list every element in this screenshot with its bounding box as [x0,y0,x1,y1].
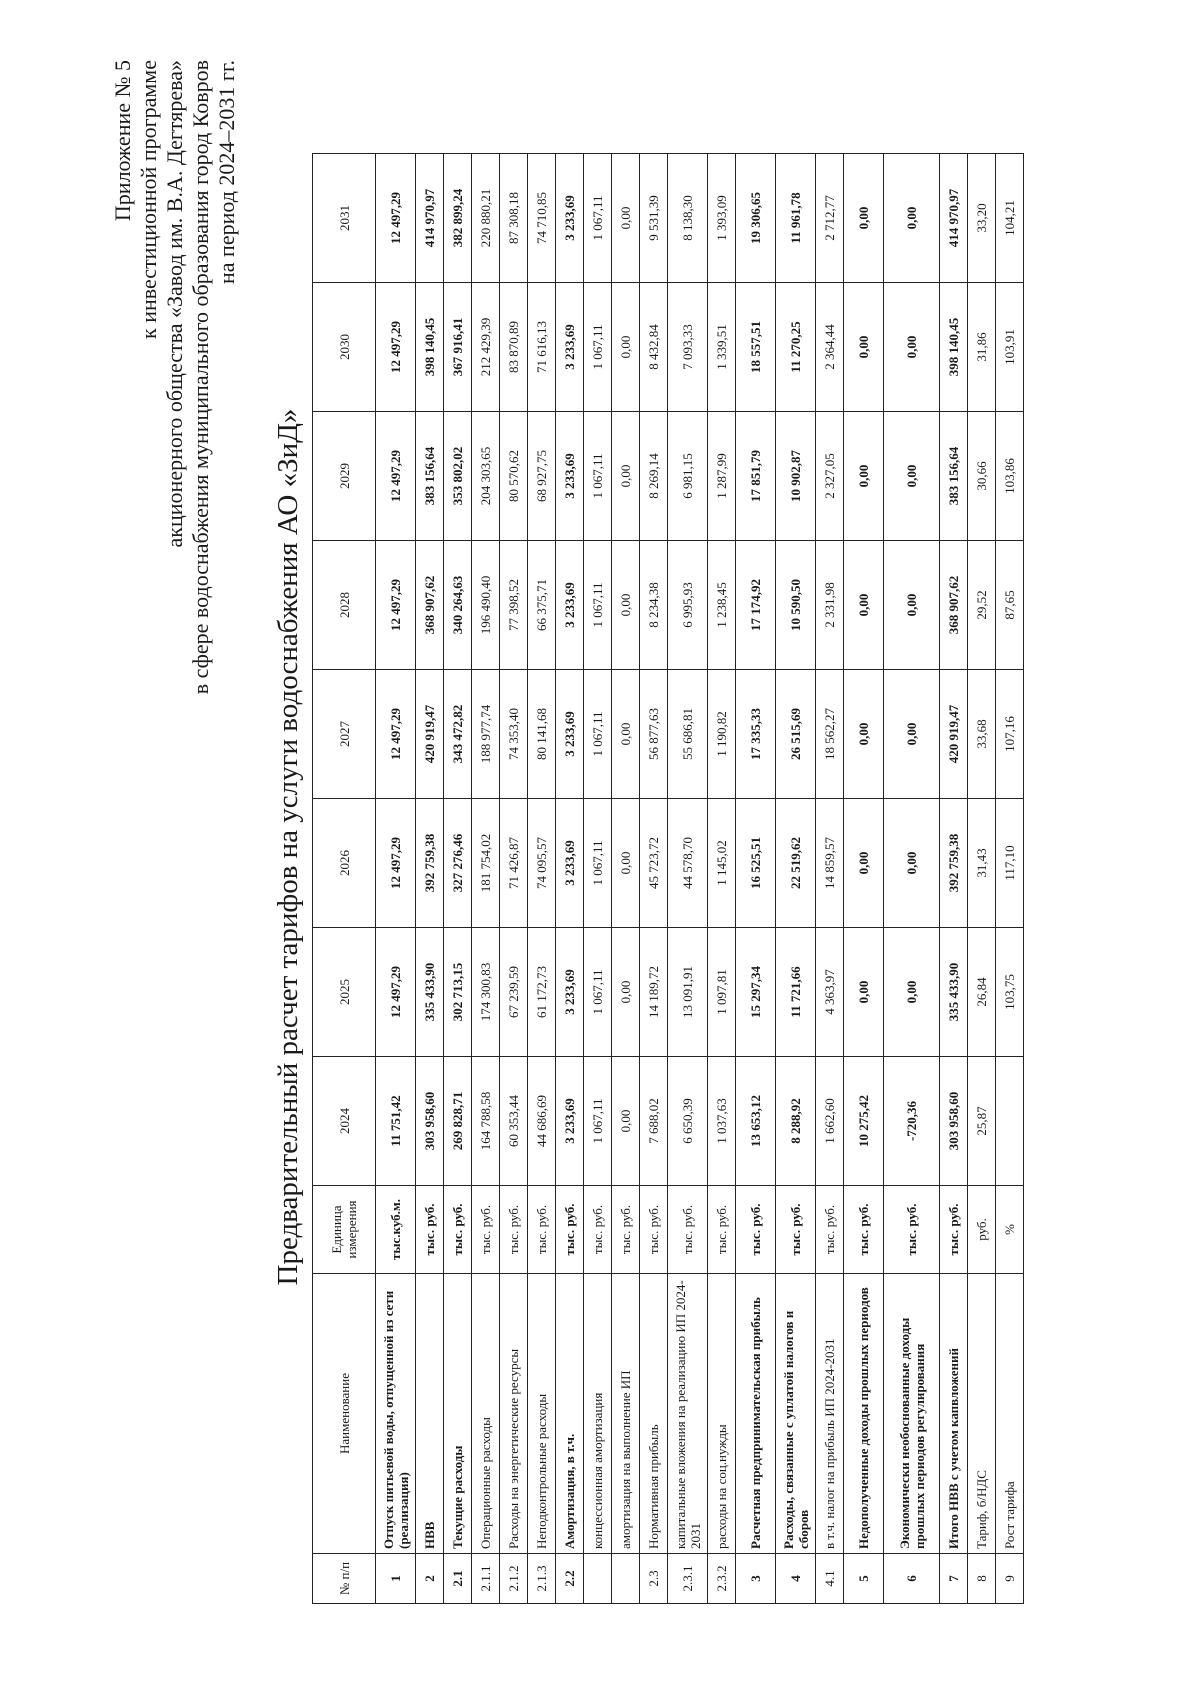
row-value: 104,21 [996,154,1024,283]
row-unit: тыс. руб. [528,1186,556,1274]
row-value: 14 859,57 [816,799,844,928]
row-value: 343 472,82 [444,670,472,799]
row-name: НВВ [416,1274,444,1554]
row-number: 9 [996,1554,1024,1604]
row-value: 269 828,71 [444,1057,472,1186]
row-value: 74 095,57 [528,799,556,928]
table-row [736,154,776,1604]
row-value: 420 919,47 [416,670,444,799]
row-value: 12 497,29 [376,928,416,1057]
row-number: 2.1.2 [500,1554,528,1604]
row-value: 1 145,02 [708,799,736,928]
row-value: 11 721,66 [776,928,816,1057]
header-line-5: на период 2024–2031 гг. [214,60,239,284]
row-unit: тыс. руб. [708,1186,736,1274]
row-number: 4 [776,1554,816,1604]
row-value: 0,00 [884,154,940,283]
row-value: 6 981,15 [668,412,708,541]
row-value: 392 759,38 [940,799,968,928]
row-value: 383 156,64 [940,412,968,541]
row-value: 6 650,39 [668,1057,708,1186]
table-body [376,154,1024,1604]
row-unit: тыс. руб. [640,1186,668,1274]
row-value: 33,68 [968,670,996,799]
row-value: 71 616,13 [528,283,556,412]
row-value: 0,00 [612,541,640,670]
table-row [376,154,416,1604]
row-value: 67 239,59 [500,928,528,1057]
row-value: 8 138,30 [668,154,708,283]
row-unit: тыс. руб. [884,1186,940,1274]
row-value: 1 067,11 [584,799,612,928]
row-value: 13 653,12 [736,1057,776,1186]
row-unit: % [996,1186,1024,1274]
row-value: 196 490,40 [472,541,500,670]
row-name: расходы на соц.нужды [708,1274,736,1554]
row-value: 2 364,44 [816,283,844,412]
row-value: 17 335,33 [736,670,776,799]
row-value: 11 751,42 [376,1057,416,1186]
row-value: 0,00 [612,154,640,283]
row-value: 6 995,93 [668,541,708,670]
row-number: 2.3 [640,1554,668,1604]
row-value: 335 433,90 [940,928,968,1057]
row-value: 1 190,82 [708,670,736,799]
row-value: 8 234,38 [640,541,668,670]
row-value: 12 497,29 [376,412,416,541]
row-unit: тыс. руб. [668,1186,708,1274]
row-value: 45 723,72 [640,799,668,928]
row-value: 33,20 [968,154,996,283]
row-value: 12 497,29 [376,799,416,928]
table-row [668,154,708,1604]
row-value: 87 308,18 [500,154,528,283]
row-value: 340 264,63 [444,541,472,670]
row-number: 2.3.1 [668,1554,708,1604]
row-value: 29,52 [968,541,996,670]
row-value: 2 327,05 [816,412,844,541]
row-name: Расходы на энергетические ресурсы [500,1274,528,1554]
header-line-2: к инвестиционной программе [136,60,161,339]
row-value: 68 927,75 [528,412,556,541]
row-value: 392 759,38 [416,799,444,928]
row-value: 14 189,72 [640,928,668,1057]
row-value: 2 331,98 [816,541,844,670]
header-line-3: акционерного общества «Завод им. В.А. Дегтярева» [162,60,187,548]
row-value: 3 233,69 [556,799,584,928]
row-value: 55 686,81 [668,670,708,799]
row-value: 22 519,62 [776,799,816,928]
row-value: 3 233,69 [556,283,584,412]
row-value: 0,00 [844,283,884,412]
row-value: 1 067,11 [584,154,612,283]
row-name: Итого НВВ с учетом капвложений [940,1274,968,1554]
row-value: 220 880,21 [472,154,500,283]
row-number: 2.1.3 [528,1554,556,1604]
row-value: 18 557,51 [736,283,776,412]
row-name: Экономически необоснованные доходы прошлых периодов регулирования [884,1274,940,1554]
row-value: 0,00 [884,670,940,799]
row-value: 0,00 [844,412,884,541]
header-year-2026: 2026 [313,799,376,928]
row-value: 0,00 [612,928,640,1057]
row-value: 3 233,69 [556,541,584,670]
row-value: 0,00 [612,283,640,412]
row-value: 0,00 [612,670,640,799]
row-value: 13 091,91 [668,928,708,1057]
row-value: 66 375,71 [528,541,556,670]
row-value: 212 429,39 [472,283,500,412]
row-value: 164 788,58 [472,1057,500,1186]
row-name: концессионная амортизация [584,1274,612,1554]
table-row [472,154,500,1604]
row-unit: тыс. руб. [472,1186,500,1274]
row-value: 0,00 [612,412,640,541]
row-value: 87,65 [996,541,1024,670]
row-unit: тыс. руб. [844,1186,884,1274]
row-value: 60 353,44 [500,1057,528,1186]
row-value: 11 961,78 [776,154,816,283]
row-value: 1 662,60 [816,1057,844,1186]
row-value: 367 916,41 [444,283,472,412]
row-number [584,1554,612,1604]
row-unit: руб. [968,1186,996,1274]
header-year-2025: 2025 [313,928,376,1057]
row-value: 3 233,69 [556,1057,584,1186]
row-unit: тыс. руб. [584,1186,612,1274]
row-number: 2.1 [444,1554,472,1604]
row-unit: тыс. руб. [940,1186,968,1274]
table-row [968,154,996,1604]
row-value: 77 398,52 [500,541,528,670]
row-value: 0,00 [884,412,940,541]
row-value: 0,00 [884,541,940,670]
row-unit: тыс.куб.м. [376,1186,416,1274]
row-value: 103,86 [996,412,1024,541]
table-header-row [313,154,376,1604]
row-value: 18 562,27 [816,670,844,799]
row-value: 15 297,34 [736,928,776,1057]
row-value: 11 270,25 [776,283,816,412]
header-year-2029: 2029 [313,412,376,541]
document-title: Предварительный расчет тарифов на услуги водоснабжения АО «ЗиД» [272,408,304,1286]
row-name: Амортизация, в т.ч. [556,1274,584,1554]
row-value: 0,00 [844,541,884,670]
row-value: 174 300,83 [472,928,500,1057]
row-unit: тыс. руб. [776,1186,816,1274]
row-value: 1 067,11 [584,541,612,670]
row-number: 8 [968,1554,996,1604]
row-value [996,1057,1024,1186]
row-value: 4 363,97 [816,928,844,1057]
row-value: 0,00 [844,670,884,799]
row-value: 10 275,42 [844,1057,884,1186]
table-row [884,154,940,1604]
table-row [844,154,884,1604]
row-name: Отпуск питьевой воды, отпущенной из сети (реализация) [376,1274,416,1554]
row-value: 398 140,45 [940,283,968,412]
row-value: 56 877,63 [640,670,668,799]
row-unit: тыс. руб. [500,1186,528,1274]
row-value: 7 093,33 [668,283,708,412]
row-number: 3 [736,1554,776,1604]
row-name: капитальные вложения на реализацию ИП 2024-2031 [668,1274,708,1554]
row-value: 17 851,79 [736,412,776,541]
row-value: 8 432,84 [640,283,668,412]
row-value: 0,00 [884,283,940,412]
row-number: 2.3.2 [708,1554,736,1604]
row-value: 1 037,63 [708,1057,736,1186]
row-name: Нормативная прибыль [640,1274,668,1554]
row-number: 2.2 [556,1554,584,1604]
row-value: 3 233,69 [556,154,584,283]
header-unit: Единица измерения [313,1186,376,1274]
row-value: 7 688,02 [640,1057,668,1186]
row-name: Неподконтрольные расходы [528,1274,556,1554]
row-number: 6 [884,1554,940,1604]
row-value: 12 497,29 [376,670,416,799]
row-value: 80 141,68 [528,670,556,799]
row-value: 61 172,73 [528,928,556,1057]
row-number: 5 [844,1554,884,1604]
row-value: 117,10 [996,799,1024,928]
row-value: 107,16 [996,670,1024,799]
row-name: Тариф, б/НДС [968,1274,996,1554]
table-row [996,154,1024,1604]
row-value: 1 067,11 [584,412,612,541]
row-value: 0,00 [844,154,884,283]
table-row [584,154,612,1604]
row-value: 103,75 [996,928,1024,1057]
header-year-2024: 2024 [313,1057,376,1186]
row-value: 26,84 [968,928,996,1057]
row-value: 1 067,11 [584,1057,612,1186]
row-value: 1 287,99 [708,412,736,541]
row-value: 0,00 [884,799,940,928]
row-value: 30,66 [968,412,996,541]
row-value: 0,00 [844,928,884,1057]
row-name: Текущие расходы [444,1274,472,1554]
header-year-2028: 2028 [313,541,376,670]
row-value: 3 233,69 [556,412,584,541]
row-unit: тыс. руб. [612,1186,640,1274]
row-value: 12 497,29 [376,154,416,283]
row-value: 0,00 [844,799,884,928]
row-value: 181 754,02 [472,799,500,928]
row-value: 1 067,11 [584,670,612,799]
table-row [640,154,668,1604]
row-value: 303 958,60 [416,1057,444,1186]
header-year-2031: 2031 [313,154,376,283]
row-value: 19 306,65 [736,154,776,283]
row-value: 1 238,45 [708,541,736,670]
row-value: 0,00 [612,799,640,928]
header-num: № п/п [313,1554,376,1604]
row-number: 4.1 [816,1554,844,1604]
row-unit: тыс. руб. [556,1186,584,1274]
row-name: Расчетная предпринимательская прибыль [736,1274,776,1554]
header-line-4: в сфере водоснабжения муниципального образования город Ковров [188,60,213,695]
row-value: 368 907,62 [940,541,968,670]
row-value: 368 907,62 [416,541,444,670]
table-row [528,154,556,1604]
row-value: 25,87 [968,1057,996,1186]
row-value: 12 497,29 [376,283,416,412]
header-name: Наименование [313,1274,376,1554]
row-name: Недополученные доходы прошлых периодов [844,1274,884,1554]
header-line-1: Приложение № 5 [110,60,135,222]
row-number: 2.1.1 [472,1554,500,1604]
appendix-header [110,60,240,694]
table-row [416,154,444,1604]
row-value: 44 686,69 [528,1057,556,1186]
row-name: Расходы, связанные с уплатой налогов и сборов [776,1274,816,1554]
table-row [776,154,816,1604]
row-value: 83 870,89 [500,283,528,412]
row-number: 1 [376,1554,416,1604]
row-value: 12 497,29 [376,541,416,670]
row-value: 9 531,39 [640,154,668,283]
row-value: 16 525,51 [736,799,776,928]
row-value: 414 970,97 [940,154,968,283]
header-year-2030: 2030 [313,283,376,412]
row-value: 10 590,50 [776,541,816,670]
table-row [940,154,968,1604]
row-value: 3 233,69 [556,928,584,1057]
row-value: -720,36 [884,1057,940,1186]
row-unit: тыс. руб. [416,1186,444,1274]
row-value: 382 899,24 [444,154,472,283]
row-number: 7 [940,1554,968,1604]
row-value: 10 902,87 [776,412,816,541]
row-value: 1 067,11 [584,928,612,1057]
row-value: 74 353,40 [500,670,528,799]
row-name: амортизация на выполнение ИП [612,1274,640,1554]
row-value: 420 919,47 [940,670,968,799]
row-value: 335 433,90 [416,928,444,1057]
row-name: Рост тарифа [996,1274,1024,1554]
row-value: 1 393,09 [708,154,736,283]
row-unit: тыс. руб. [736,1186,776,1274]
tariff-table [312,153,1024,1604]
table-row [500,154,528,1604]
row-value: 0,00 [884,928,940,1057]
row-value: 8 269,14 [640,412,668,541]
table-row [816,154,844,1604]
table-row [708,154,736,1604]
row-value: 31,86 [968,283,996,412]
table-row [612,154,640,1604]
row-value: 3 233,69 [556,670,584,799]
row-value: 8 288,92 [776,1057,816,1186]
row-unit: тыс. руб. [816,1186,844,1274]
row-value: 103,91 [996,283,1024,412]
row-number: 2 [416,1554,444,1604]
row-value: 353 802,02 [444,412,472,541]
row-value: 188 977,74 [472,670,500,799]
row-value: 44 578,70 [668,799,708,928]
row-value: 1 097,81 [708,928,736,1057]
row-value: 17 174,92 [736,541,776,670]
row-value: 327 276,46 [444,799,472,928]
row-value: 74 710,85 [528,154,556,283]
row-value: 398 140,45 [416,283,444,412]
row-value: 303 958,60 [940,1057,968,1186]
row-unit: тыс. руб. [444,1186,472,1274]
row-name: Операционные расходы [472,1274,500,1554]
table-row [444,154,472,1604]
row-value: 414 970,97 [416,154,444,283]
row-value: 1 067,11 [584,283,612,412]
row-value: 1 339,51 [708,283,736,412]
row-value: 383 156,64 [416,412,444,541]
row-value: 71 426,87 [500,799,528,928]
row-value: 0,00 [612,1057,640,1186]
row-name: в т.ч. налог на прибыль ИП 2024-2031 [816,1274,844,1554]
row-value: 26 515,69 [776,670,816,799]
table-row [556,154,584,1604]
row-value: 31,43 [968,799,996,928]
row-value: 302 713,15 [444,928,472,1057]
header-year-2027: 2027 [313,670,376,799]
row-value: 2 712,77 [816,154,844,283]
row-number [612,1554,640,1604]
row-value: 204 303,65 [472,412,500,541]
row-value: 80 570,62 [500,412,528,541]
